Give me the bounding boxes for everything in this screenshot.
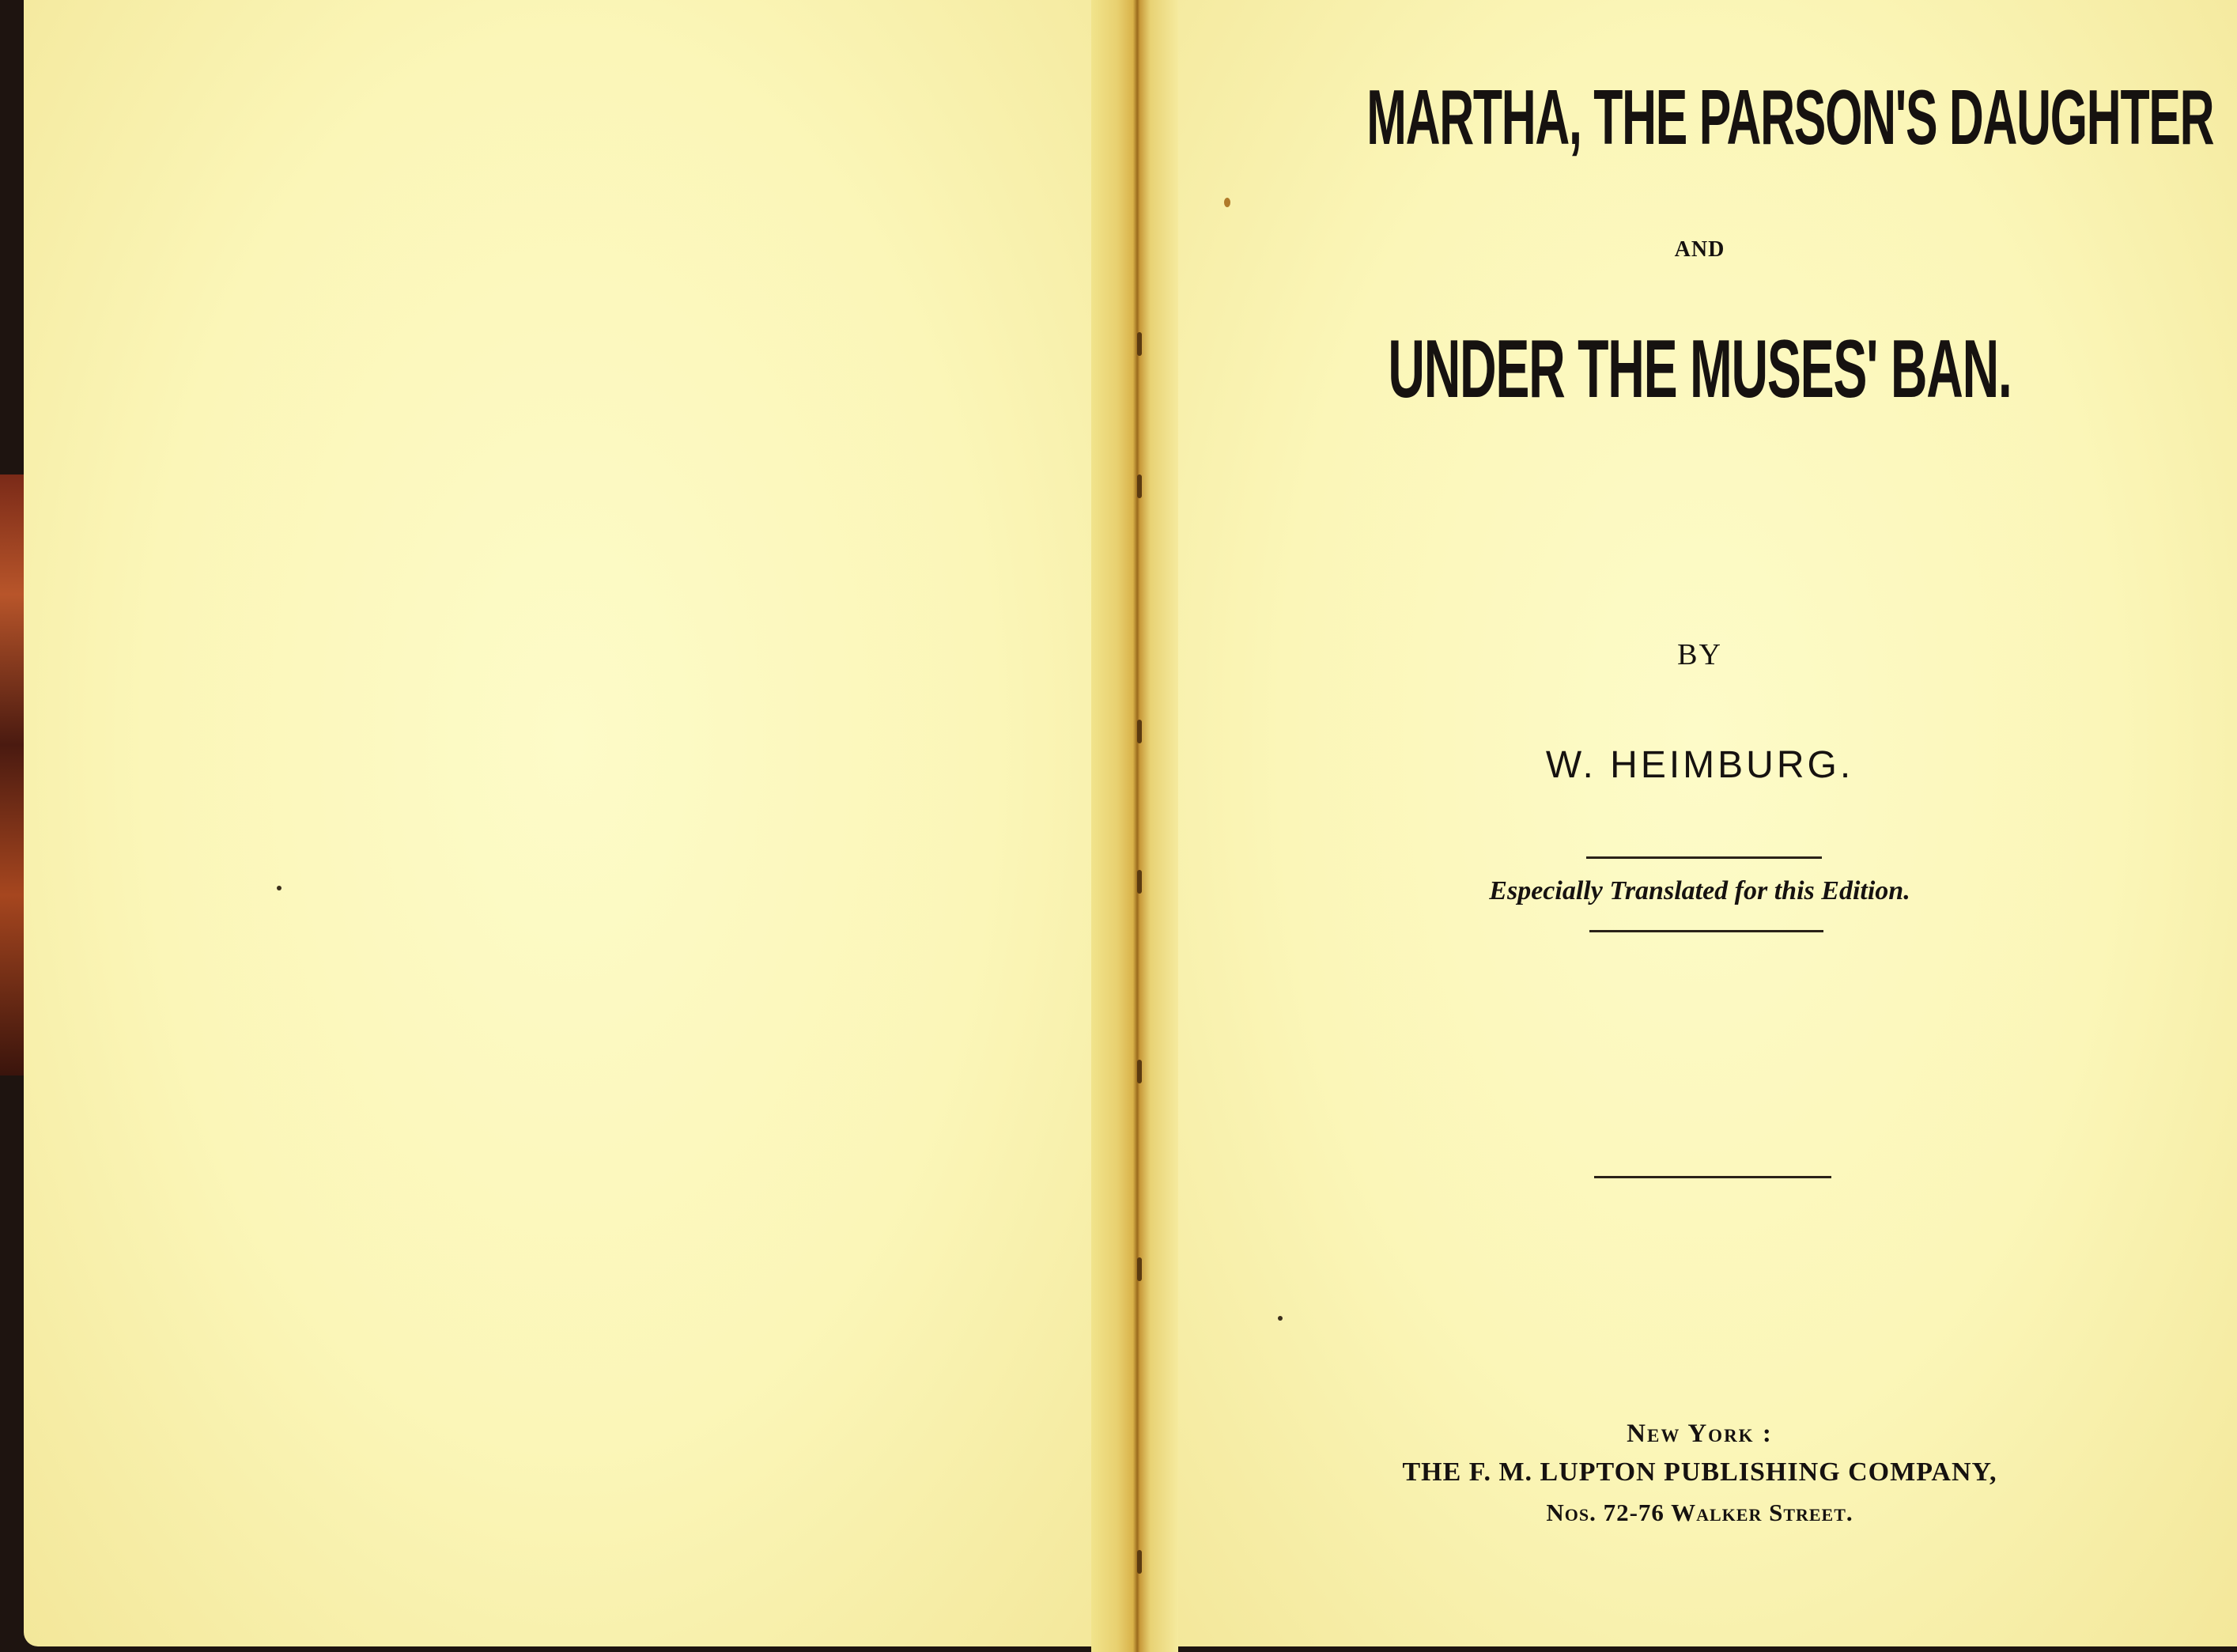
binding-stitch — [1137, 1257, 1142, 1281]
decorative-rule — [1586, 856, 1822, 859]
binding-stitch — [1137, 1550, 1142, 1574]
paper-speck — [1278, 1316, 1283, 1321]
byline-label: BY — [1677, 638, 1722, 671]
binding-stitch — [1137, 720, 1142, 743]
binding-stitch — [1137, 1060, 1142, 1083]
author-name: W. HEIMBURG. — [1545, 744, 1854, 786]
edition-note: Especially Translated for this Edition. — [1489, 876, 1910, 905]
binding-stitch — [1137, 870, 1142, 894]
binding-stitch — [1137, 332, 1142, 356]
binding-stitch — [1137, 474, 1142, 498]
cover-edge — [0, 474, 27, 1076]
paper-speck — [277, 886, 282, 890]
decorative-rule — [1594, 1176, 1831, 1178]
imprint-address: Nos. 72-76 Walker Street. — [1546, 1499, 1853, 1526]
imprint-publisher: THE F. M. LUPTON PUBLISHING COMPANY, — [1402, 1457, 1997, 1487]
left-page-blank — [24, 0, 1115, 1646]
paper-speck — [1224, 198, 1230, 207]
title-conjunction: AND — [1674, 237, 1725, 262]
imprint-city: New York : — [1627, 1420, 1773, 1448]
decorative-rule — [1589, 930, 1823, 932]
book-title-line-2: UNDER THE MUSES' BAN. — [1388, 323, 2012, 415]
book-title-line-1: MARTHA, THE PARSON'S DAUGHTER — [1366, 74, 2214, 161]
